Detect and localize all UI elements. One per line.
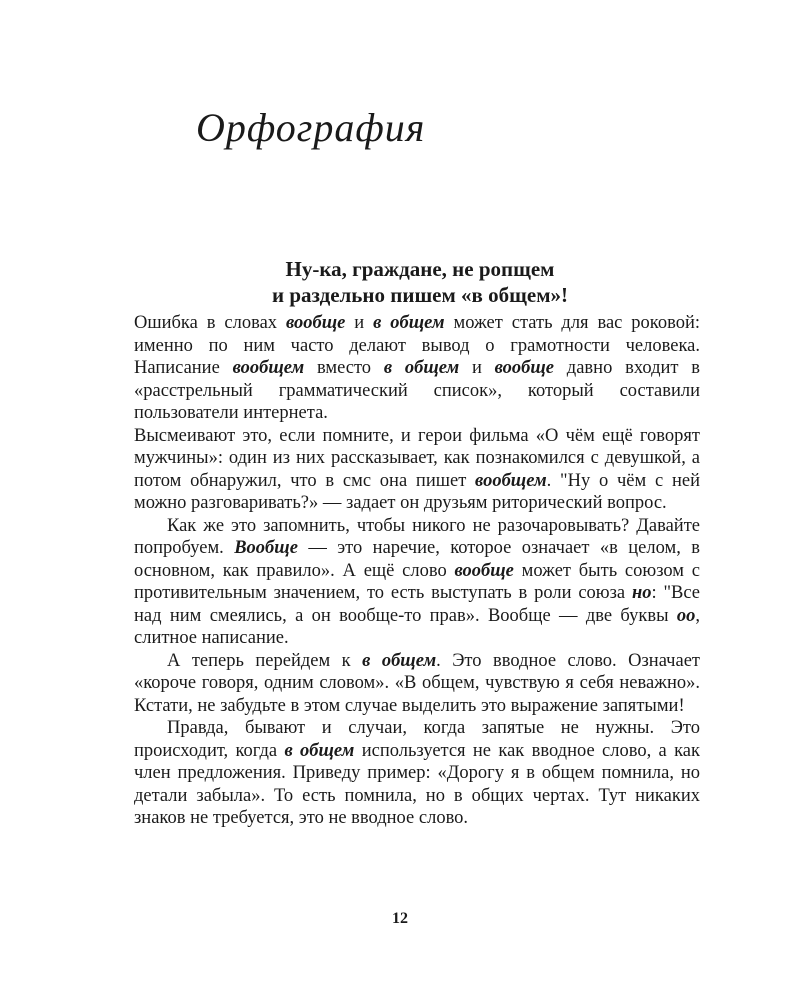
text-run: Ошибка в словах	[134, 313, 286, 333]
text-run: . Это вводное слово. Означает «короче говоря, одним словом». «В общем, чувствую я себя неважно». Кстати, не забудьте в этом случае выделить это выражение запятыми!	[134, 650, 700, 716]
text-run: Высмеивают это, если помните, и герои фильма «О чём ещё говорят мужчины»: один из них рассказывает, как познакомился с девушкой, а потом обнаружил, что в смс она пишет	[134, 425, 700, 491]
body-paragraph	[134, 650, 700, 718]
emphasized-term: вообще	[454, 560, 514, 581]
body-paragraph	[134, 312, 700, 425]
page-number: 12	[392, 910, 408, 927]
text-run: и	[345, 313, 374, 333]
section-heading	[120, 256, 720, 308]
text-run: Как же это запомнить, чтобы никого не разочаровывать? Давайте попробуем.	[134, 515, 700, 558]
section-heading-line-1: Ну-ка, граждане, не ропщем	[285, 257, 555, 281]
text-run: давно входит в «расстрельный грамматический список», который составили пользователи интернета.	[134, 358, 700, 423]
text-run: вместо	[304, 358, 384, 378]
emphasized-term: в общем	[284, 740, 355, 761]
text-run: — это наречие, которое означает «в целом, в основном, как правило». А ещё слово	[134, 538, 700, 581]
emphasized-term: Вообще	[234, 538, 298, 558]
text-run: может быть союзом с противительным значением, то есть выступать в роли союза	[134, 560, 700, 603]
emphasized-term: в общем	[383, 358, 460, 378]
text-run: А теперь перейдем к	[167, 650, 363, 671]
emphasized-term: оо	[676, 605, 696, 626]
text-run: и	[459, 358, 495, 378]
body-text	[134, 312, 700, 830]
emphasized-term: вообще	[494, 358, 555, 378]
body-paragraph	[134, 717, 700, 830]
emphasized-term: в общем	[373, 313, 445, 333]
text-run: . "Ну о чём с ней можно разговаривать?» — задает он друзьям риторический вопрос.	[134, 470, 700, 513]
body-paragraph	[134, 425, 700, 515]
text-run: Правда, бывают и случаи, когда запятые не нужны. Это происходит, когда	[134, 718, 700, 761]
text-run: , слитное написание.	[134, 605, 700, 648]
emphasized-term: но	[631, 583, 652, 603]
emphasized-term: вообщем	[475, 470, 547, 491]
text-run: : "Все над ним смеялись, а он вообще-то прав». Вообще — две буквы	[134, 583, 701, 626]
emphasized-term: вообщем	[232, 358, 305, 378]
chapter-title: Орфография	[196, 105, 426, 150]
text-run: может стать для вас роковой: именно по ним часто делают вывод о грамотности человека. Написание	[134, 313, 701, 378]
emphasized-term: в общем	[362, 650, 437, 671]
section-heading-line-2: и раздельно пишем «в общем»!	[271, 283, 568, 307]
emphasized-term: вообще	[285, 313, 346, 333]
body-paragraph	[134, 515, 700, 650]
text-run: используется не как вводное слово, а как член предложения. Приведу пример: «Дорогу я в общем помнила, но детали забыла». То есть помнила, но в общих чертах. Тут никаких знаков не требуется, это не вводное слово.	[134, 740, 700, 828]
